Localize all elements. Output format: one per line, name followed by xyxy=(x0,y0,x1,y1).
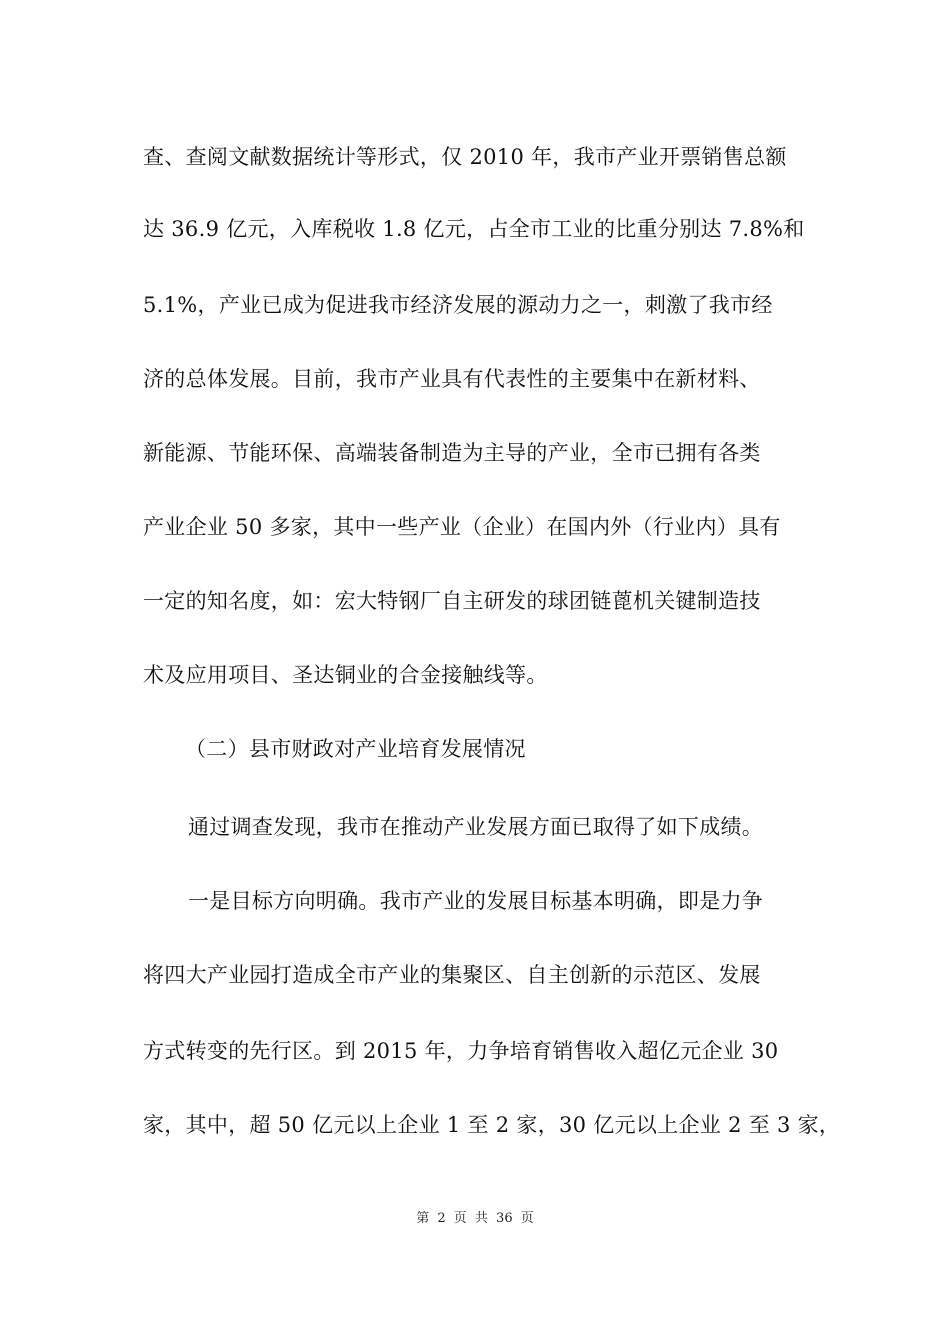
body-text-line: 将四大产业园打造成全市产业的集聚区、自主创新的示范区、发展 xyxy=(143,963,761,987)
body-text-line: 通过调查发现，我市在推动产业发展方面已取得了如下成绩。 xyxy=(188,815,764,839)
body-text-line: 5.1%，产业已成为促进我市经济发展的源动力之一，刺激了我市经 xyxy=(143,293,773,317)
body-text-line: 家，其中，超 50 亿元以上企业 1 至 2 家，30 亿元以上企业 2 至 3 家， xyxy=(143,1113,841,1137)
body-text-line: 产业企业 50 多家，其中一些产业（企业）在国内外（行业内）具有 xyxy=(143,515,781,539)
body-text-line: 一定的知名度，如：宏大特钢厂自主研发的球团链蓖机关键制造技 xyxy=(143,589,761,613)
body-text-line: 一是目标方向明确。我市产业的发展目标基本明确，即是力争 xyxy=(188,889,764,913)
body-text-line: 济的总体发展。目前，我市产业具有代表性的主要集中在新材料、 xyxy=(143,367,761,391)
body-text-line: 方式转变的先行区。到 2015 年，力争培育销售收入超亿元企业 30 xyxy=(143,1039,779,1063)
section-heading: （二）县市财政对产业培育发展情况 xyxy=(185,737,526,761)
body-text-line: 术及应用项目、圣达铜业的合金接触线等。 xyxy=(143,663,548,687)
body-text-line: 新能源、节能环保、高端装备制造为主导的产业，全市已拥有各类 xyxy=(143,441,761,465)
body-text-line: 达 36.9 亿元，入库税收 1.8 亿元，占全市工业的比重分别达 7.8%和 xyxy=(143,217,805,241)
page-number-footer: 第 2 页 共 36 页 xyxy=(416,1211,534,1226)
body-text-line: 查、查阅文献数据统计等形式，仅 2010 年，我市产业开票销售总额 xyxy=(143,145,787,169)
